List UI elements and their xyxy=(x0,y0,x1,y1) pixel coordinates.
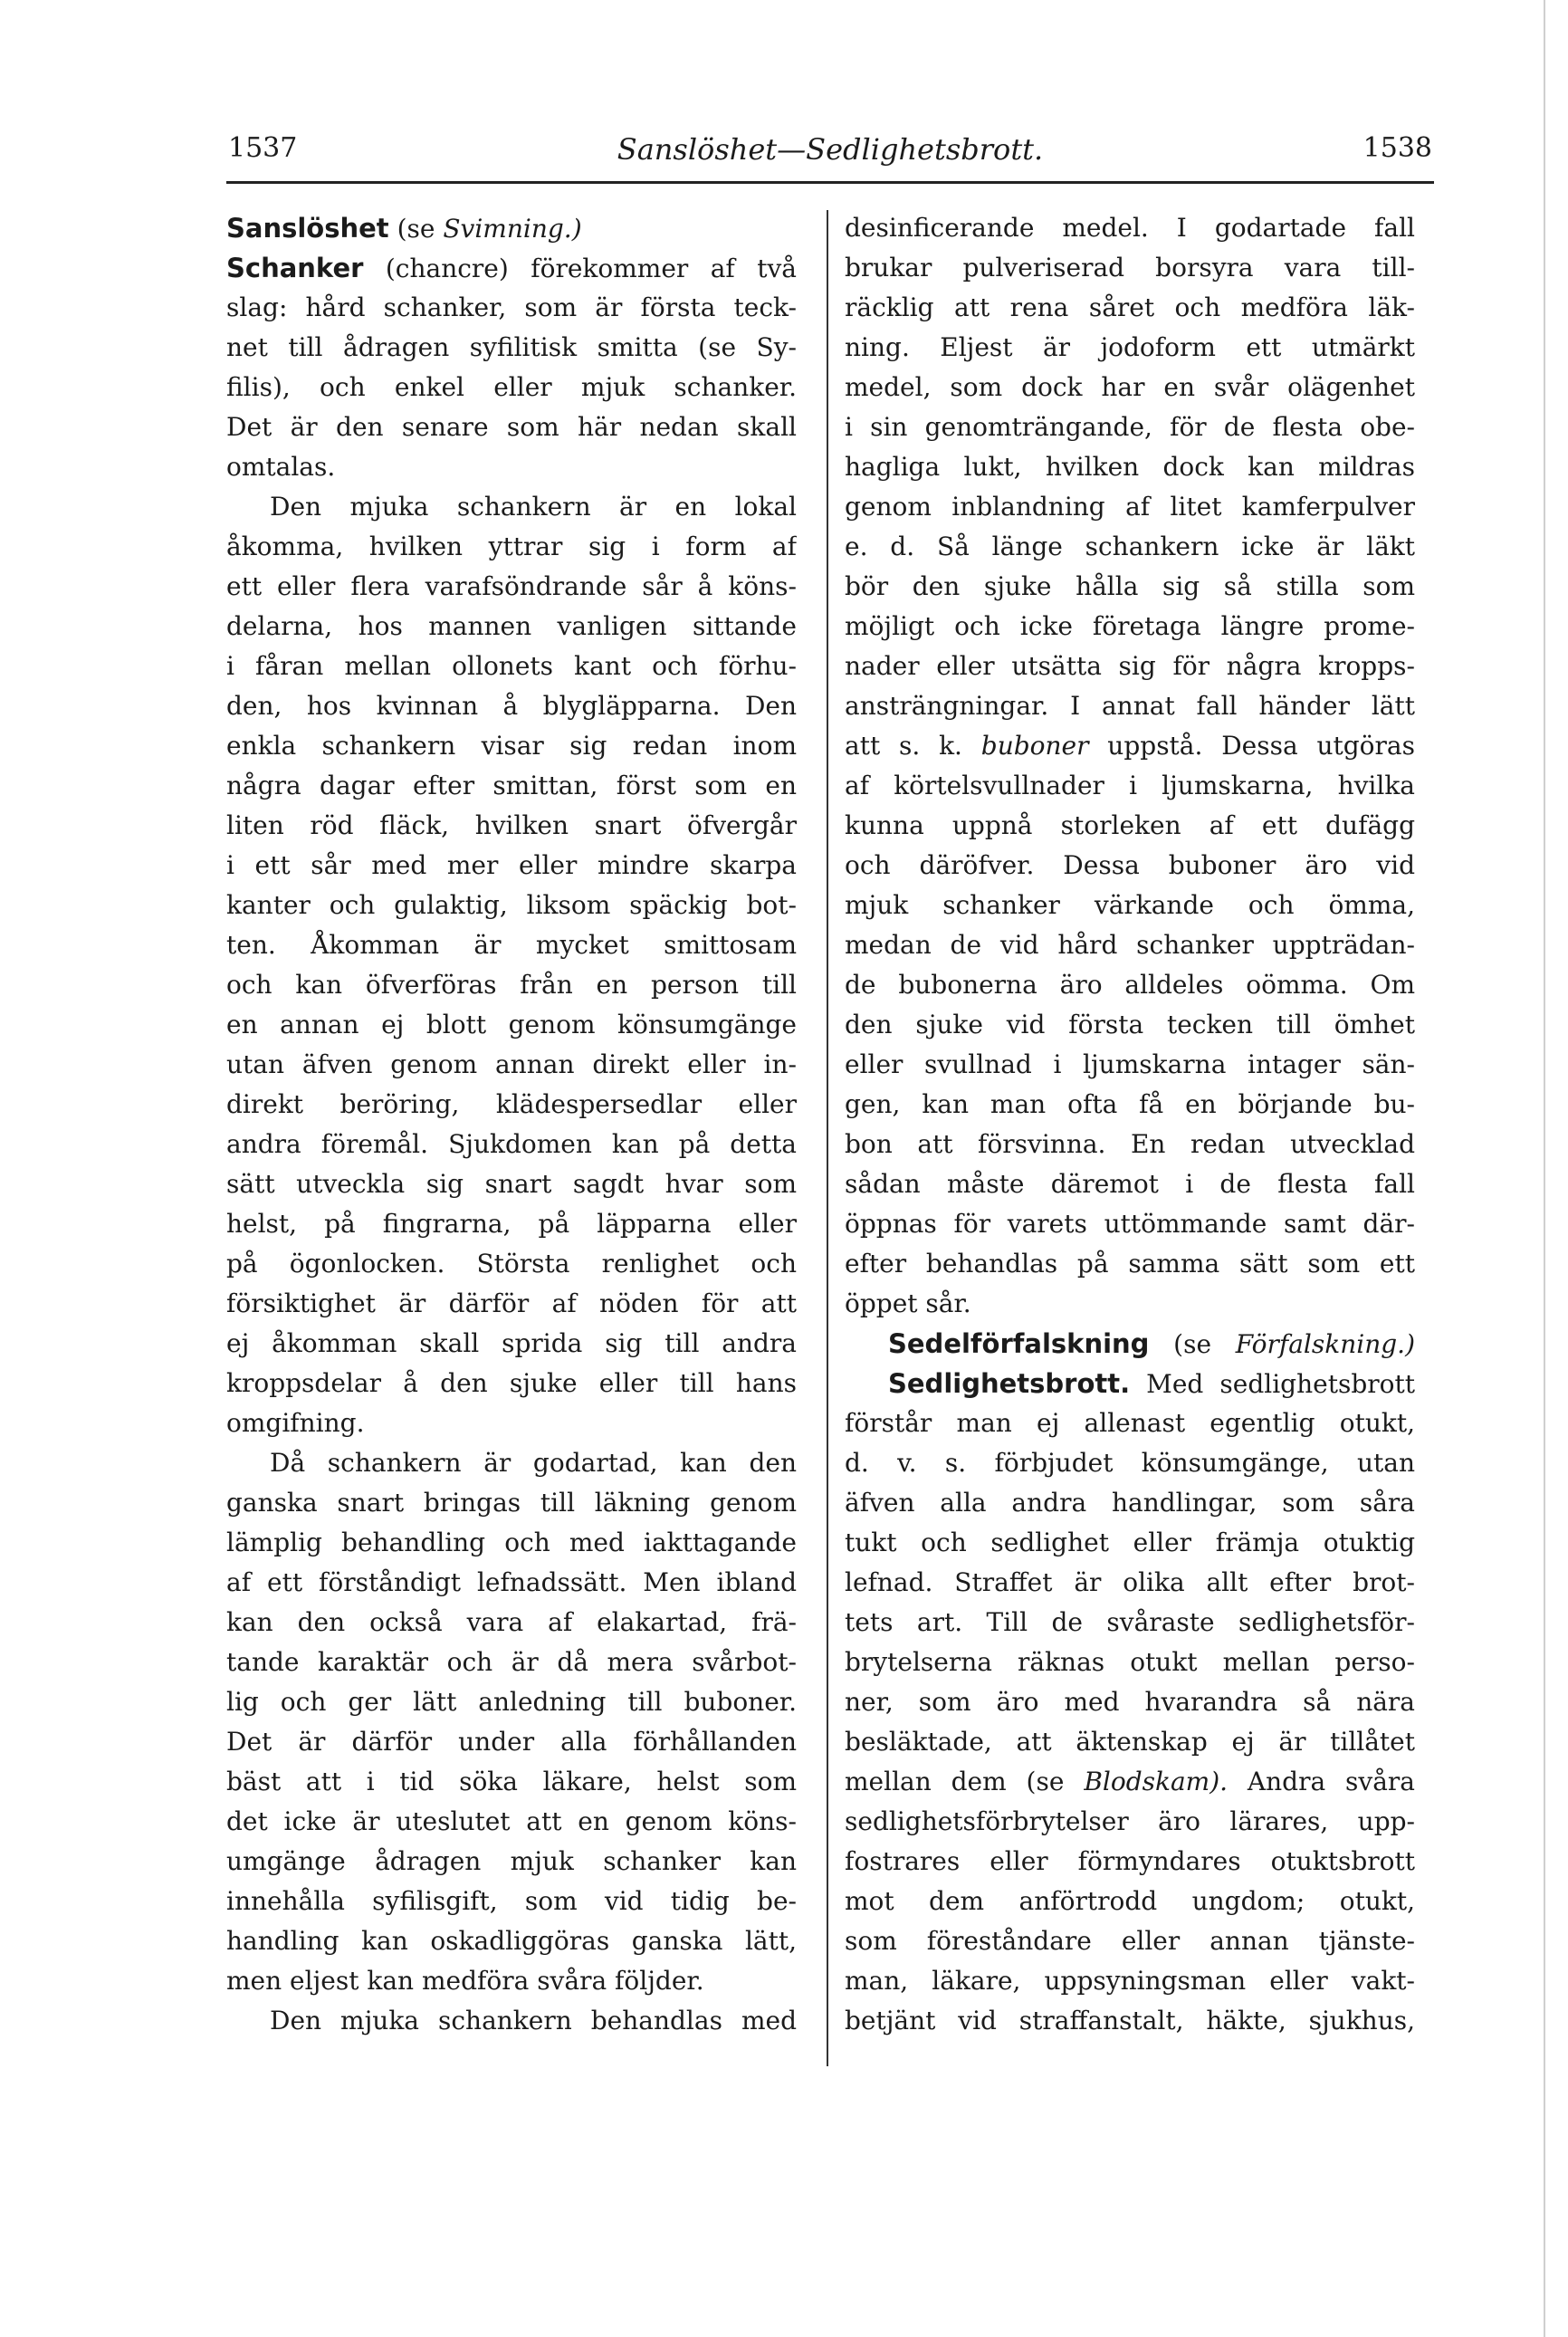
text-line: ansträngningar. I annat fall händer lätt xyxy=(845,691,1415,721)
cross-reference: Förfalskning.) xyxy=(1235,1329,1415,1359)
text-line: den sjuke vid första tecken till ömhet xyxy=(845,1010,1415,1039)
text-line: mot dem anförtrodd ungdom; otukt, xyxy=(845,1886,1415,1916)
text-line: slag: hård schanker, som är första teck- xyxy=(226,292,797,322)
text-line: kanter och gulaktig, liksom späckig bot- xyxy=(226,890,797,920)
text-line: några dagar efter smittan, först som en xyxy=(226,771,797,800)
text-line: öppnas för varets uttömmande samt där- xyxy=(845,1209,1415,1239)
text-line: försiktighet är därför af nöden för att xyxy=(226,1288,797,1318)
column-divider xyxy=(827,210,828,2066)
text-line: handling kan oskadliggöras ganska lätt, xyxy=(226,1926,797,1956)
text-line: kroppsdelar å den sjuke eller till hans xyxy=(226,1368,797,1398)
text-line: ej åkomman skall sprida sig till andra xyxy=(226,1328,797,1358)
text-line: ning. Eljest är jodoform ett utmärkt xyxy=(845,332,1415,362)
text-line: medel, som dock har en svår olägenhet xyxy=(845,372,1415,402)
headword: Sanslöshet xyxy=(226,213,389,244)
text-line: Det är den senare som här nedan skall xyxy=(226,412,797,442)
text-line: omtalas. xyxy=(226,452,336,482)
text-line: brukar pulveriserad borsyra vara till- xyxy=(845,253,1415,283)
text-line: fostrares eller förmyndares otuktsbrott xyxy=(845,1846,1415,1876)
text-line: e. d. Så länge schankern icke är läkt xyxy=(845,532,1415,561)
text-line: räcklig att rena såret och medföra läk- xyxy=(845,292,1415,322)
text-line: af körtelsvullnader i ljumskarna, hvilka xyxy=(845,771,1415,800)
text-line: den, hos kvinnan å blygläpparna. Den xyxy=(226,691,797,721)
text-line: och kan öfverföras från en person till xyxy=(226,970,797,1000)
text-line: Det är därför under alla förhållanden xyxy=(226,1727,797,1757)
page-number-left: 1537 xyxy=(228,132,298,164)
text-line: tets art. Till de svåraste sedlighetsför- xyxy=(845,1607,1415,1637)
text-line: äfven alla andra handlingar, som såra xyxy=(845,1488,1415,1518)
header-rule xyxy=(226,181,1434,184)
text-line: bäst att i tid söka läkare, helst som xyxy=(226,1767,797,1796)
text-line: andra föremål. Sjukdomen kan på detta xyxy=(226,1129,797,1159)
text-line: öppet sår. xyxy=(845,1288,971,1318)
text-line: åkomma, hvilken yttrar sig i form af xyxy=(226,532,797,561)
text-line: direkt beröring, klädespersedlar eller xyxy=(226,1089,797,1119)
text-line-blodskam: mellan dem (se Blodskam). Andra svåra xyxy=(845,1767,1415,1796)
text-line: besläktade, att äktenskap ej är tillåtet xyxy=(845,1727,1415,1757)
text-line: kan den också vara af elakartad, frä- xyxy=(226,1607,797,1637)
text-line: ner, som äro med hvarandra så nära xyxy=(845,1687,1415,1717)
text-line: delarna, hos mannen vanligen sittande xyxy=(226,611,797,641)
text-line: en annan ej blott genom könsumgänge xyxy=(226,1010,797,1039)
text-line: man, läkare, uppsyningsman eller vakt- xyxy=(845,1966,1415,1996)
text-line: omgifning. xyxy=(226,1408,365,1438)
text-line: bör den sjuke hålla sig så stilla som xyxy=(845,571,1415,601)
text-line: i fåran mellan ollonets kant och förhu- xyxy=(226,651,797,681)
text-line: utan äfven genom annan direkt eller in- xyxy=(226,1049,797,1079)
text-line: som föreståndare eller annan tjänste- xyxy=(845,1926,1415,1956)
text-line: desinficerande medel. I godartade fall xyxy=(845,213,1415,243)
text-line: i sin genomträngande, för de flesta obe- xyxy=(845,412,1415,442)
emphasized-term: buboner xyxy=(980,731,1089,761)
left-column xyxy=(226,208,797,2041)
text-line: Den mjuka schankern behandlas med xyxy=(270,2006,797,2035)
text-line: på ögonlocken. Största renlighet och xyxy=(226,1249,797,1279)
entry-sedlighetsbrott: Sedlighetsbrott. Med sedlighetsbrott xyxy=(888,1368,1415,1399)
text-line: innehålla syfilisgift, som vid tidig be- xyxy=(226,1886,797,1916)
page-number-right: 1538 xyxy=(1362,132,1432,164)
text-line: de bubonerna äro alldeles oömma. Om xyxy=(845,970,1415,1000)
cross-reference: Svimning.) xyxy=(443,214,582,244)
right-column xyxy=(845,208,1415,2041)
text-line: förstår man ej allenast egentlig otukt, xyxy=(845,1408,1415,1438)
running-head xyxy=(228,127,1432,177)
text-line: tande karaktär och är då mera svårbot- xyxy=(226,1647,797,1677)
text-line: liten röd fläck, hvilken snart öfvergår xyxy=(226,810,797,840)
entry-sanslöshet: Sanslöshet (se Svimning.) xyxy=(226,213,582,244)
text-line: hagliga lukt, hvilken dock kan mildras xyxy=(845,452,1415,482)
text-line: sådan måste däremot i de flesta fall xyxy=(845,1169,1415,1199)
text-line: filis), och enkel eller mjuk schanker. xyxy=(226,372,797,402)
page-edge xyxy=(1544,0,1545,2337)
text-line: lefnad. Straffet är olika allt efter brot- xyxy=(845,1567,1415,1597)
text-line: af ett förståndigt lefnadssätt. Men ibland xyxy=(226,1567,797,1597)
text-line: Då schankern är godartad, kan den xyxy=(270,1448,797,1478)
text-line: bon att försvinna. En redan utvecklad xyxy=(845,1129,1415,1159)
running-title: Sanslöshet—Sedlighetsbrott. xyxy=(617,132,1044,167)
entry-schanker: Schanker (chancre) förekommer af två xyxy=(226,253,797,283)
headword: Sedelförfalskning xyxy=(888,1328,1150,1359)
text-line: genom inblandning af litet kamferpulver xyxy=(845,492,1415,522)
text-line: Den mjuka schankern är en lokal xyxy=(270,492,797,522)
text-line: nader eller utsätta sig för några kropps- xyxy=(845,651,1415,681)
text-line: enkla schankern visar sig redan inom xyxy=(226,731,797,761)
text-line: mjuk schanker värkande och ömma, xyxy=(845,890,1415,920)
text-line: tukt och sedlighet eller främja otuktig xyxy=(845,1528,1415,1557)
headword: Schanker xyxy=(226,253,364,283)
text-line: betjänt vid straffanstalt, häkte, sjukhus, xyxy=(845,2006,1415,2035)
text-line: ten. Åkomman är mycket smittosam xyxy=(226,930,797,960)
text-line: brytelserna räknas otukt mellan perso- xyxy=(845,1647,1415,1677)
text-line: och däröfver. Dessa buboner äro vid xyxy=(845,850,1415,880)
text-line: gen, kan man ofta få en börjande bu- xyxy=(845,1089,1415,1119)
text-line: eller svullnad i ljumskarna intager sän- xyxy=(845,1049,1415,1079)
text-line: kunna uppnå storleken af ett dufägg xyxy=(845,810,1415,840)
cross-reference: Blodskam). xyxy=(1084,1767,1229,1796)
text-line: sätt utveckla sig snart sagdt hvar som xyxy=(226,1169,797,1199)
text-line: helst, på fingrarna, på läpparna eller xyxy=(226,1209,797,1239)
text-line: i ett sår med mer eller mindre skarpa xyxy=(226,850,797,880)
text-line: det icke är uteslutet att en genom köns- xyxy=(226,1806,797,1836)
text-line: lämplig behandling och med iakttagande xyxy=(226,1528,797,1557)
text-line: men eljest kan medföra svåra följder. xyxy=(226,1966,704,1996)
text-line: umgänge ådragen mjuk schanker kan xyxy=(226,1846,797,1876)
text-line-buboner: att s. k. buboner uppstå. Dessa utgöras xyxy=(845,731,1415,761)
text-line: medan de vid hård schanker uppträdan- xyxy=(845,930,1415,960)
text-line: ganska snart bringas till läkning genom xyxy=(226,1488,797,1518)
text-line: sedlighetsförbrytelser äro lärares, upp- xyxy=(845,1806,1415,1836)
text-line: d. v. s. förbjudet könsumgänge, utan xyxy=(845,1448,1415,1478)
text-line: efter behandlas på samma sätt som ett xyxy=(845,1249,1415,1279)
text-line: ett eller flera varafsöndrande sår å köns- xyxy=(226,571,797,601)
entry-sedelförfalskning: Sedelförfalskning (se Förfalskning.) xyxy=(888,1328,1415,1359)
text-line: net till ådragen syfilitisk smitta (se Sy- xyxy=(226,332,797,362)
text-line: lig och ger lätt anledning till buboner. xyxy=(226,1687,797,1717)
headword: Sedlighetsbrott. xyxy=(888,1368,1131,1399)
text-line: möjligt och icke företaga längre prome- xyxy=(845,611,1415,641)
